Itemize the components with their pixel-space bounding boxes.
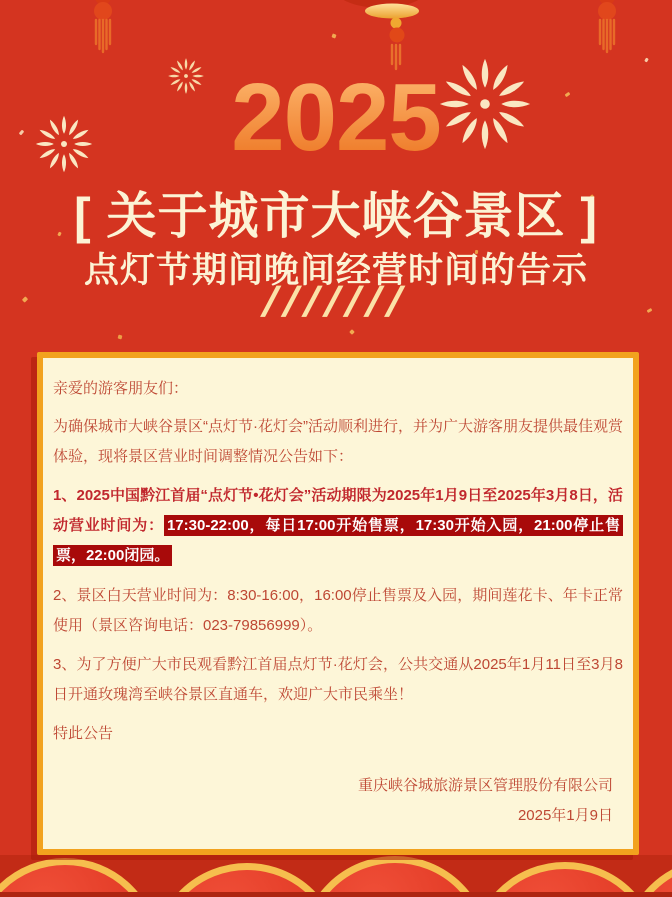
notice-date: 2025年1月9日 <box>517 807 613 824</box>
notice-item-1-text: 1、2025中国黔江首届“点灯节•花灯会”活动期限为2025年1月9日至2025年3月8日，活动营业时间为： <box>53 487 623 534</box>
bottom-edge-strip <box>0 892 672 897</box>
signature-block <box>53 771 623 831</box>
company-name: 重庆峡谷城旅游景区管理股份有限公司 <box>357 777 613 794</box>
poster-title: [ 关于城市大峡谷景区 ] <box>73 188 599 244</box>
notice-card <box>37 352 639 855</box>
notice-item-1-highlight: 17:30-22:00，每日17:00开始售票，17:30开始入园，21:00停止售票，22:00闭园。 <box>53 515 623 566</box>
notice-item-1 <box>53 481 623 571</box>
notice-item-3: 3、为了方便广大市民观看黔江首届点灯节·花灯会，公共交通从2025年1月11日至3月8日开通玫瑰湾至峡谷景区直通车，欢迎广大市民乘坐！ <box>53 656 623 703</box>
notice-closing: 特此公告 <box>53 725 114 742</box>
confetti-speck <box>118 335 123 340</box>
notice-item-2: 2、景区白天营业时间为：8:30-16:00，16:00停止售票及入园，期间莲花卡、年卡正常使用（景区咨询电话：023-79856999）。 <box>53 587 623 634</box>
tassel-icon <box>590 0 624 56</box>
notice-body <box>43 358 633 831</box>
confetti-speck <box>349 329 355 335</box>
confetti-speck <box>644 58 649 63</box>
confetti-speck <box>331 33 336 38</box>
year-headline: 2025 <box>0 70 672 166</box>
tassel-icon <box>86 0 120 56</box>
notice-greeting: 亲爱的游客朋友们： <box>53 380 189 397</box>
notice-intro: 为确保城市大峡谷景区“点灯节·花灯会”活动顺利进行，并为广大游客朋友提供最佳观赏体验，现将景区营业时间调整情况公告如下： <box>53 418 623 465</box>
poster-subtitle: 点灯节期间晚间经营时间的告示 <box>83 251 588 290</box>
decorative-slashes: /////// <box>260 278 412 325</box>
